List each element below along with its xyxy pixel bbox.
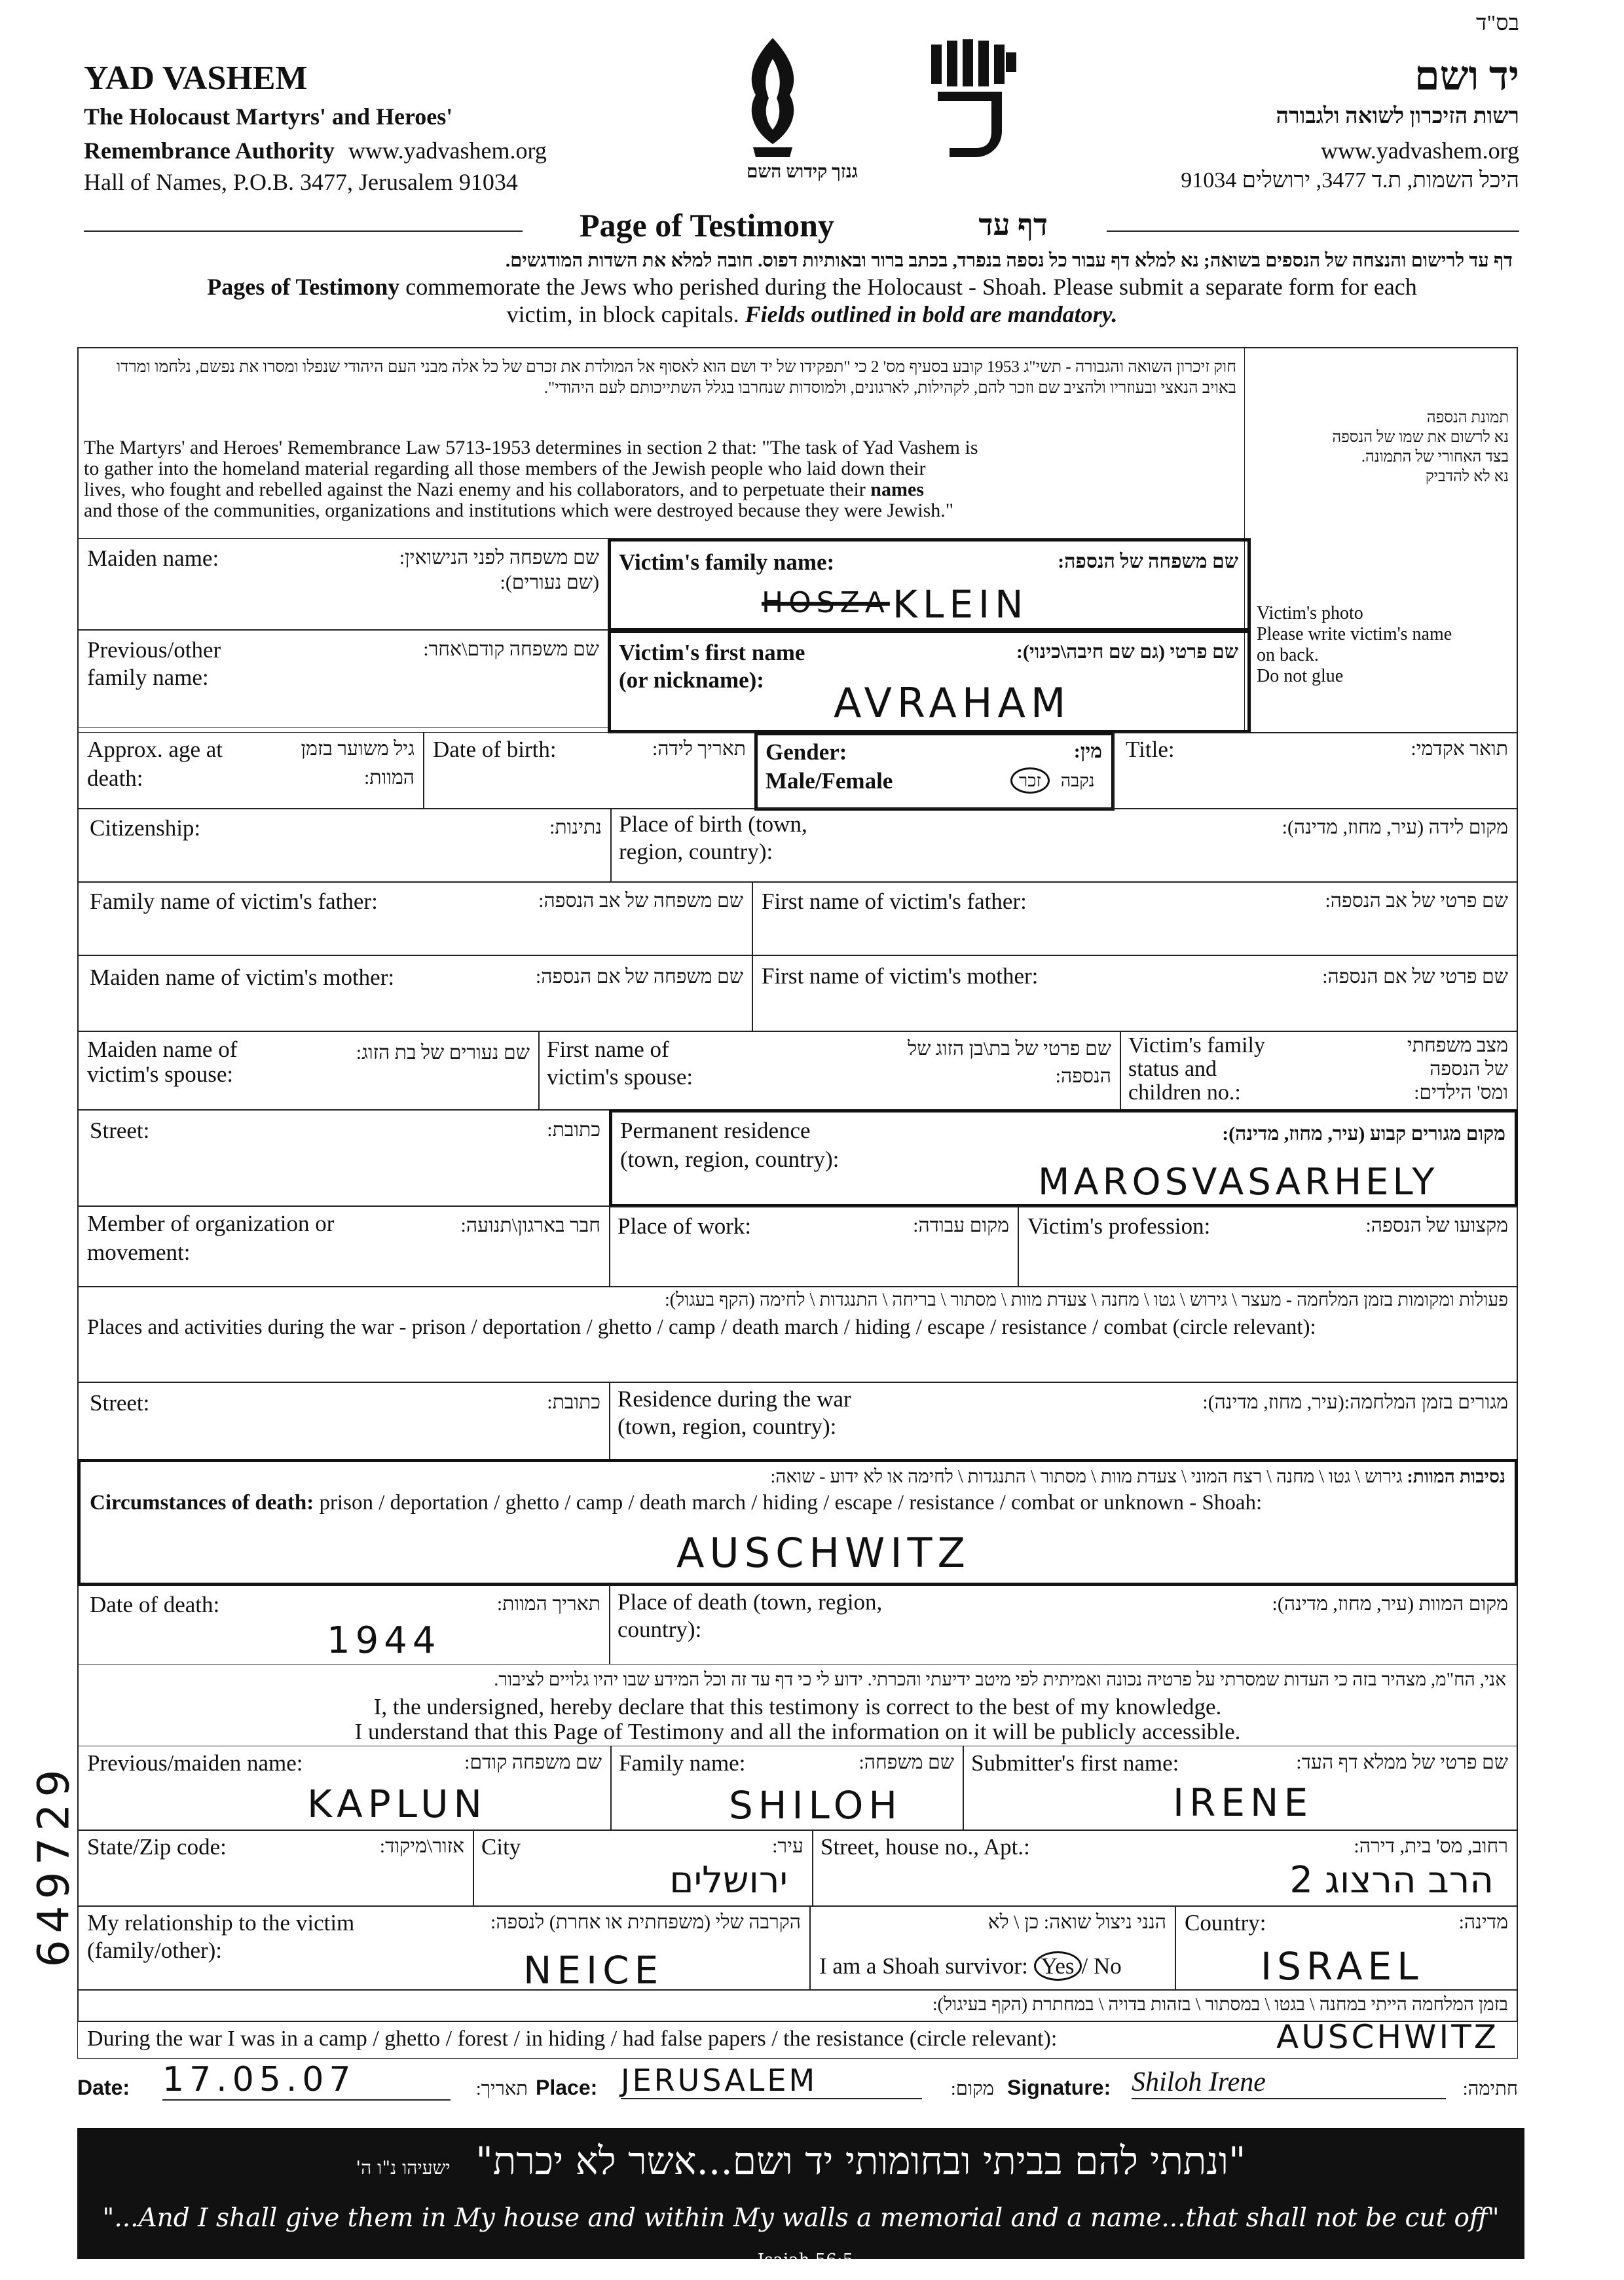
submitter-family-name-field[interactable]: [610, 1746, 964, 1831]
victim-first-name-field[interactable]: [608, 630, 1251, 733]
law-en-2: to gather into the homeland material regarding all those members of the Jewish people who laid down their: [84, 458, 926, 479]
submitter-street-label: Street, house no., Apt.:: [821, 1834, 1030, 1860]
spouse-first-he-1: שם פרטי של בת\בן הזוג של: [908, 1038, 1111, 1059]
place-of-death-label-1: Place of death (town, region,: [618, 1589, 883, 1615]
declaration-en-2: I understand that this Page of Testimony and all the information on it will be publicly accessible.: [354, 1719, 1241, 1744]
footer-banner: [77, 2128, 1524, 2270]
submitter-war-field[interactable]: [77, 1989, 1518, 2022]
profession-field[interactable]: [1018, 1206, 1518, 1287]
war-activities-he: פעולות ומקומות בזמן המלחמה - מעצר \ גירוש \ גטו \ מחנה \ צעדת מוות \ מסתור \ בריחה \ התנגדות \ לחימה (הקף בעגול):: [665, 1290, 1508, 1310]
submitter-street-value: הרב הרצוג 2: [1289, 1859, 1494, 1902]
gender-he: מין:: [1073, 741, 1102, 762]
victim-first-name-label-2: (or nickname):: [619, 667, 764, 693]
relationship-label-2: (family/other):: [87, 1938, 223, 1963]
org-web-he: www.yadvashem.org: [1321, 138, 1519, 164]
circumstances-he-bold: נסיבות המוות:: [1407, 1467, 1505, 1487]
maiden-name-label: Maiden name:: [87, 545, 219, 571]
place-he: מקום:: [950, 2078, 994, 2099]
dob-label: Date of birth:: [433, 737, 557, 762]
mother-first-name-field[interactable]: [752, 955, 1518, 1032]
survivor-no[interactable]: No: [1094, 1953, 1122, 1979]
submitter-city-field[interactable]: [473, 1830, 813, 1907]
title-label: Title:: [1126, 737, 1175, 762]
submitter-war-value: AUSCHWITZ: [1276, 2018, 1500, 2056]
victim-first-name-label-1: Victim's first name: [619, 640, 805, 665]
place-of-work-he: מקום עבודה:: [913, 1215, 1009, 1236]
mother-first-name-label: First name of victim's mother:: [762, 963, 1039, 989]
flame-logo-icon: [727, 33, 819, 164]
country-label: Country:: [1185, 1910, 1266, 1936]
signature-line: [77, 2060, 1518, 2106]
permanent-residence-he: מקום מגורים קבוע (עיר, מחוז, מדינה):: [1222, 1123, 1505, 1145]
date-he: תאריך:: [475, 2078, 528, 2099]
country-value: ISRAEL: [1261, 1944, 1424, 1989]
circumstances-he-text: גירוש \ גטו \ מחנה \ רצח המוני \ צעדת מוות \ מסתור \ התנגדות \ לחימה או לא ידוע - שואה:: [770, 1467, 1407, 1487]
spouse-first-name-field[interactable]: [538, 1031, 1121, 1111]
family-status-he-2: של הנספה: [1430, 1058, 1508, 1080]
title-rule-left: [84, 230, 523, 232]
submitter-previous-name-he: שם משפחה קודם:: [464, 1752, 602, 1773]
gender-label-1: Gender:: [766, 739, 847, 765]
page-title-en: Page of Testimony: [580, 207, 834, 244]
intro-en-mandatory: Fields outlined in bold are mandatory.: [745, 301, 1118, 327]
submitter-family-name-he: שם משפחה:: [858, 1752, 954, 1773]
pob-he: מקום לידה (עיר, מחוז, מדינה):: [1282, 817, 1508, 838]
photo-en-1: Victim's photo: [1257, 603, 1363, 623]
age-label-1: Approx. age at: [87, 737, 223, 762]
submitter-zip-label: State/Zip code:: [87, 1834, 227, 1860]
title-he: תואר אקדמי:: [1411, 738, 1508, 760]
signature-value[interactable]: Shiloh Irene: [1132, 2067, 1446, 2099]
circumstances-value: AUSCHWITZ: [676, 1529, 970, 1577]
age-he-2: המוות:: [363, 767, 415, 788]
photo-en-3: on back.: [1257, 645, 1319, 665]
banner-en: [77, 2199, 1524, 2280]
spouse-first-label-1: First name of: [547, 1037, 669, 1062]
victim-family-name-struck: HOSZA: [762, 586, 890, 619]
spouse-first-label-2: victim's spouse:: [547, 1064, 693, 1090]
age-he-1: גיל משוער בזמן: [301, 738, 415, 760]
gender-male-he-circled: זכר: [1010, 767, 1050, 794]
place-label: Place:: [536, 2076, 598, 2099]
submitter-relationship-field[interactable]: [77, 1905, 811, 1991]
photo-he-3: בצד האחורי של התמונה.: [1361, 449, 1509, 466]
gender-field[interactable]: [754, 732, 1115, 811]
organization-member-field[interactable]: [77, 1206, 610, 1287]
submitter-street-field[interactable]: [812, 1830, 1518, 1907]
submitter-city-value: ירושלים: [669, 1859, 788, 1902]
org-name-he: יד ושם: [1414, 54, 1519, 99]
submitter-family-name-value: SHILOH: [729, 1783, 903, 1828]
permanent-residence-value: MAROSVASARHELY: [1038, 1161, 1439, 1204]
maiden-name-he-2: (שם נעורים):: [500, 572, 599, 593]
gender-female-he: נקבה: [1060, 771, 1095, 790]
declaration-he: אני, הח"מ, מצהיר בזה כי העדות שמסרתי על פרטיה נכונה ואמיתית לפי מיטב ידיעתי והכרתי. ידוע לי כי דף עד זה וכל המידע שבו יהיו גלויים לציבור.: [494, 1670, 1506, 1690]
place-of-death-label-2: country):: [618, 1617, 702, 1642]
mother-first-name-he: שם פרטי של אם הנספה:: [1322, 966, 1508, 987]
relationship-he: הקרבה שלי (משפחתית או אחרת) לנספה:: [490, 1911, 801, 1933]
org-address-en: Hall of Names, P.O.B. 3477, Jerusalem 91034: [84, 169, 518, 195]
place-of-birth-field[interactable]: [610, 808, 1518, 883]
age-label-2: death:: [87, 765, 143, 791]
maiden-name-field[interactable]: [77, 538, 609, 630]
spouse-first-he-2: הנספה:: [1055, 1065, 1111, 1087]
intro-en-line-2: [79, 301, 1545, 327]
margin-number-wrap: [14, 1716, 86, 2004]
father-first-name-label: First name of victim's father:: [762, 889, 1027, 914]
academic-title-field[interactable]: [1113, 732, 1518, 809]
place-of-work-label: Place of work:: [618, 1213, 752, 1239]
place-value[interactable]: JERUSALEM: [621, 2063, 922, 2099]
intro-en-bold: Pages of Testimony: [207, 274, 400, 300]
age-at-death-field[interactable]: [77, 732, 424, 809]
circumstances-en-text: prison / deportation / ghetto / camp / death march / hiding / escape / resistance / combat or unknown - Shoah:: [314, 1491, 1263, 1515]
date-of-death-he: תאריך המוות:: [496, 1593, 600, 1615]
victim-first-name-value: AVRAHAM: [834, 679, 1071, 727]
maiden-name-he: שם משפחה לפני הנישואין:: [399, 547, 599, 568]
spouse-maiden-label-2: victim's spouse:: [87, 1061, 234, 1087]
org-subtitle-en-2: [84, 138, 608, 164]
circumstances-en: [90, 1490, 1262, 1516]
banner-he-ref: ישעיהו נ"ו ה': [356, 2157, 451, 2179]
photo-en-4: Do not glue: [1257, 666, 1344, 686]
father-family-name-label: Family name of victim's father:: [90, 889, 378, 914]
spouse-maiden-name-field[interactable]: [77, 1031, 540, 1111]
pob-label-1: Place of birth (town,: [619, 811, 807, 837]
intro-en-2: victim, in block capitals.: [506, 301, 745, 327]
citizenship-he: נתינות:: [549, 817, 602, 838]
war-residence-label-1: Residence during the war: [618, 1386, 851, 1412]
submitter-street-he: רחוב, מס' בית, דירה:: [1354, 1835, 1508, 1857]
family-status-field[interactable]: [1120, 1031, 1518, 1111]
org-name-en: YAD VASHEM: [84, 60, 308, 97]
submitter-city-label: City: [481, 1834, 521, 1860]
date-of-death-field[interactable]: [77, 1585, 610, 1664]
member-he: חבר בארגון\תנועה:: [460, 1215, 600, 1236]
org-address-he: היכל השמות, ת.ד 3477, ירושלים 91034: [1181, 168, 1519, 193]
survivor-line: I am a Shoah survivor: Yes / No: [819, 1953, 1122, 1979]
org-subtitle-en-2-text: Remembrance Authority: [84, 138, 335, 164]
submitter-family-name-label: Family name:: [619, 1750, 746, 1776]
intro-en-1: commemorate the Jews who perished during the Holocaust - Shoah. Please submit a separate form for each: [399, 274, 1417, 300]
place-of-work-field[interactable]: [609, 1206, 1019, 1287]
previous-name-label-2: family name:: [87, 665, 209, 690]
victim-family-name-value: KLEIN: [893, 582, 1029, 627]
banner-he-quote: "ונתתי להם בביתי ובחומותי יד ושם...אשר לא יכרת": [475, 2139, 1246, 2183]
member-label-1: Member of organization or: [87, 1211, 335, 1236]
date-label: Date:: [77, 2076, 130, 2099]
intro-en-line-1: [79, 274, 1545, 300]
law-he: חוק זיכרון השואה והגבורה - תשי"ג 1953 קובע בסעיף מס' 2 כי "תפקידו של יד ושם הוא לאסוף אל המולדת את זכרם של כל אלה מבני העם היהודי שנפלו ומסרו את נפשם, נלחמו ומרדו באויב הנאצי ובעוזריו ולהציב שם וזכר להם, לקהילות, לארגונים, ולמוסדות שנחרבו בגלל השתייכותם לעם היהודי".: [116, 358, 1236, 397]
law-en-3: [84, 479, 1236, 500]
permanent-residence-field[interactable]: [609, 1109, 1518, 1207]
submitter-first-name-field[interactable]: [963, 1746, 1518, 1831]
permanent-residence-label-1: Permanent residence: [620, 1118, 811, 1143]
banner-he: [77, 2135, 1524, 2194]
survivor-label: I am a Shoah survivor:: [819, 1953, 1028, 1979]
war-residence-field[interactable]: [609, 1382, 1518, 1460]
survivor-he: הנני ניצול שואה: כן \ לא: [987, 1911, 1166, 1933]
org-web-en: www.yadvashem.org: [348, 138, 547, 164]
submitter-war-en: During the war I was in a camp / ghetto / forest / in hiding / had false papers / the resistance (circle relevant):: [87, 2027, 1058, 2051]
place-of-death-he: מקום המוות (עיר, מחוז, מדינה):: [1272, 1593, 1508, 1615]
family-status-label-2: status and: [1128, 1057, 1217, 1081]
circumstances-of-death-field[interactable]: [77, 1459, 1518, 1586]
law-en: [84, 437, 1236, 521]
submitter-previous-name-value: KAPLUN: [307, 1782, 487, 1826]
date-of-death-value: 1944: [327, 1619, 441, 1662]
father-first-name-he: שם פרטי של אב הנספה:: [1325, 890, 1508, 911]
banner-en-quote: "...And I shall give them in My house and within My walls a memorial and a name...that shall not be cut off": [102, 2203, 1500, 2233]
family-status-label-3: children no.:: [1128, 1080, 1241, 1105]
logo-caption: גנזך קידוש השם: [746, 162, 858, 182]
pob-label-2: region, country):: [619, 839, 773, 864]
war-street-field[interactable]: [77, 1382, 610, 1460]
submitter-war-row: [77, 2018, 1518, 2059]
victim-family-name-field[interactable]: [608, 538, 1251, 631]
street-label: Street:: [90, 1118, 150, 1143]
submitter-zip-he: אזור\מיקוד:: [379, 1835, 464, 1857]
photo-he-4: נא לא להדביק: [1425, 468, 1509, 485]
photo-en-2: Please write victim's name: [1257, 624, 1452, 644]
law-en-3-bold: names: [870, 479, 924, 500]
street-he: כתובת:: [547, 1119, 600, 1141]
previous-name-label-1: Previous/other: [87, 637, 221, 663]
law-en-3-text: lives, who fought and rebelled against the Nazi enemy and his collaborators, and to perpetuate their: [84, 479, 871, 500]
war-residence-he: מגורים בזמן המלחמה:(עיר, מחוז, מדינה):: [1202, 1391, 1508, 1413]
street-field[interactable]: [77, 1109, 610, 1206]
signature-label: Signature:: [1007, 2076, 1111, 2099]
mother-maiden-name-he: שם משפחה של אם הנספה:: [535, 966, 743, 987]
photo-box: [1244, 347, 1518, 733]
yad-vashem-logo-icon: [923, 33, 1022, 164]
signature-he: חתימה:: [1462, 2078, 1518, 2099]
father-family-name-he: שם משפחה של אב הנספה:: [538, 890, 743, 911]
relationship-label-1: My relationship to the victim: [87, 1910, 355, 1936]
page-title-he: דף עד: [978, 208, 1048, 242]
banner-en-ref: Isaiah 56:5: [757, 2251, 854, 2270]
citizenship-field[interactable]: [77, 808, 612, 883]
citizenship-label: Citizenship:: [90, 815, 201, 841]
survivor-yes-circled[interactable]: Yes: [1034, 1951, 1082, 1981]
mother-maiden-name-field[interactable]: [77, 955, 753, 1032]
previous-family-name-field[interactable]: [77, 630, 609, 728]
submitter-city-he: עיר:: [772, 1835, 803, 1857]
circumstances-he: [91, 1465, 1505, 1490]
family-status-he-1: מצב משפחתי: [1407, 1035, 1508, 1056]
spouse-maiden-label-1: Maiden name of: [87, 1037, 238, 1062]
dob-he: תאריך לידה:: [652, 738, 746, 760]
law-en-1: The Martyrs' and Heroes' Remembrance Law 5713-1953 determines in section 2 that: "The task of Yad Vashem is: [84, 437, 978, 458]
war-residence-label-2: (town, region, country):: [618, 1414, 837, 1439]
date-of-birth-field[interactable]: [423, 732, 756, 809]
gender-label-2: Male/Female: [766, 768, 893, 794]
mother-maiden-name-label: Maiden name of victim's mother:: [90, 965, 395, 990]
photo-he-1: תמונת הנספה: [1426, 409, 1509, 426]
submitter-previous-name-field[interactable]: [77, 1746, 612, 1831]
org-subtitle-en-1: The Holocaust Martyrs' and Heroes': [84, 103, 453, 130]
father-family-name-field[interactable]: [77, 881, 753, 956]
margin-number: 649729: [28, 1763, 79, 1968]
war-street-he: כתובת:: [547, 1391, 600, 1413]
submitter-previous-name-label: Previous/maiden name:: [87, 1750, 303, 1776]
family-status-label-1: Victim's family: [1128, 1033, 1265, 1057]
corner-mark: בס"ד: [1476, 11, 1519, 35]
title-rule-right: [1107, 230, 1519, 232]
submitter-first-name-label: Submitter's first name:: [971, 1750, 1179, 1776]
profession-label: Victim's profession:: [1027, 1213, 1211, 1239]
gender-he-options: [1010, 768, 1095, 793]
profession-he: מקצועו של הנספה:: [1365, 1215, 1508, 1236]
survivor-field[interactable]: [809, 1905, 1176, 1991]
father-first-name-field[interactable]: [752, 881, 1518, 956]
war-street-label: Street:: [90, 1390, 150, 1416]
submitter-first-name-he: שם פרטי של ממלא דף העד:: [1296, 1752, 1508, 1773]
victim-family-name-label: Victim's family name:: [619, 549, 835, 575]
submitter-first-name-value: IRENE: [1173, 1780, 1314, 1825]
org-subtitle-he: רשות הזיכרון לשואה ולגבורה: [1276, 104, 1519, 128]
submitter-war-he: בזמן המלחמה הייתי במחנה \ בגטו \ במסתור \ בזהות בדויה \ במחתרת (הקף בעיגול):: [932, 1995, 1508, 2015]
spouse-maiden-he: שם נעורים של בת הזוג:: [356, 1042, 530, 1063]
intro-he: דף עד לרישום והנצחה של הנספים בשואה; נא למלא דף עבור כל נספה בנפרד, בכתב ברור ובאותיות דפוס. חובה למלא את השדות המודגשים.: [505, 250, 1513, 271]
previous-name-he: שם משפחה קודם\אחר:: [423, 638, 599, 660]
place-of-death-field[interactable]: [609, 1585, 1518, 1664]
date-value[interactable]: 17.05.07: [162, 2060, 451, 2101]
submitter-country-field[interactable]: [1175, 1905, 1518, 1991]
relationship-value: NEICE: [523, 1948, 664, 1993]
circumstances-en-bold: Circumstances of death:: [90, 1491, 314, 1515]
declaration-en-1: I, the undersigned, hereby declare that this testimony is correct to the best of my knowledge.: [373, 1694, 1222, 1719]
country-he: מדינה:: [1458, 1911, 1508, 1933]
war-activities-field[interactable]: [77, 1286, 1518, 1383]
victim-first-name-he: שם פרטי (גם שם חיבה\כינוי):: [1016, 641, 1238, 663]
law-en-4: and those of the communities, organizations and institutions which were destroyed because they were Jewish.": [84, 500, 954, 521]
victim-family-name-he: שם משפחה של הנספה:: [1058, 551, 1238, 572]
member-label-2: movement:: [87, 1240, 191, 1265]
submitter-zip-field[interactable]: [77, 1830, 474, 1907]
permanent-residence-label-2: (town, region, country):: [620, 1147, 840, 1172]
date-of-death-label: Date of death:: [90, 1592, 220, 1617]
war-activities-en: Places and activities during the war - prison / deportation / ghetto / camp / death march / hiding / escape / resistance / combat (circle relevant):: [87, 1315, 1316, 1339]
photo-he-2: נא לרשום את שמו של הנספה: [1332, 429, 1509, 446]
family-status-he-3: ומס' הילדים:: [1414, 1082, 1508, 1103]
